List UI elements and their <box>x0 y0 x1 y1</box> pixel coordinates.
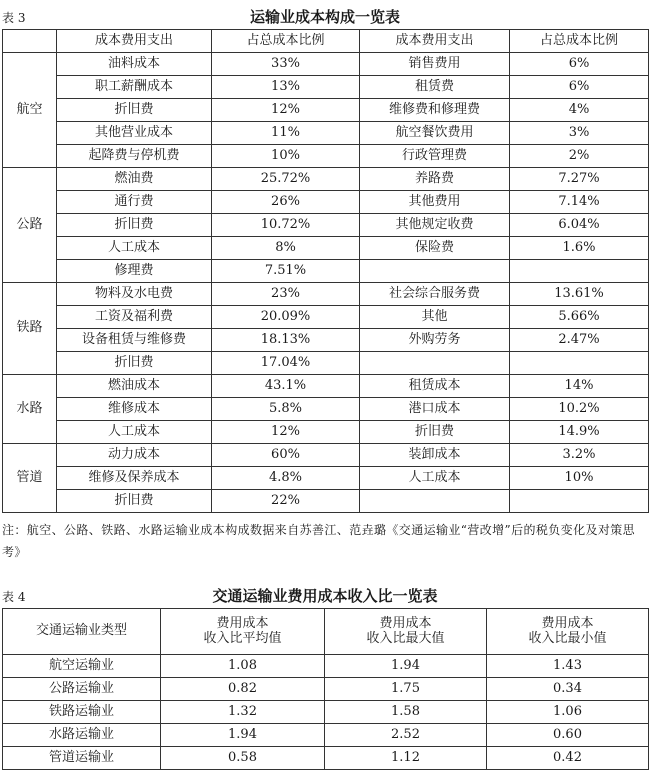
table3-cell: 燃油成本 <box>57 375 212 398</box>
table3-cell: 2.47% <box>510 329 649 352</box>
table3-cell: 26% <box>212 191 360 214</box>
table3-cell: 职工薪酬成本 <box>57 76 212 99</box>
table4-cell: 铁路运输业 <box>3 701 161 724</box>
table3-cell: 11% <box>212 122 360 145</box>
table3-cell: 7.14% <box>510 191 649 214</box>
table4-cell: 1.94 <box>161 724 325 747</box>
table4-cell: 公路运输业 <box>3 678 161 701</box>
table3-cell: 起降费与停机费 <box>57 145 212 168</box>
table3-cell: 折旧费 <box>57 214 212 237</box>
table3-cell: 折旧费 <box>57 99 212 122</box>
table3-cell: 维修及保养成本 <box>57 467 212 490</box>
table4-cell: 0.82 <box>161 678 325 701</box>
table3-cell: 10% <box>510 467 649 490</box>
table3-cell: 港口成本 <box>360 398 510 421</box>
table3-cell: 12% <box>212 99 360 122</box>
table4-row <box>3 655 649 678</box>
table4-cell: 1.75 <box>325 678 487 701</box>
table3-header-cell: 占总成本比例 <box>212 30 360 53</box>
table3-cell: 保险费 <box>360 237 510 260</box>
table3-cell: 1.6% <box>510 237 649 260</box>
table3-row <box>3 260 649 283</box>
table3-cell: 20.09% <box>212 306 360 329</box>
table4-row <box>3 747 649 770</box>
table3-cell: 2% <box>510 145 649 168</box>
table4-cell: 0.60 <box>487 724 649 747</box>
table3-cell: 外购劳务 <box>360 329 510 352</box>
table3-cell: 工资及福利费 <box>57 306 212 329</box>
table3-cell: 10% <box>212 145 360 168</box>
table3-cell: 养路费 <box>360 168 510 191</box>
table3-cell: 3.2% <box>510 444 649 467</box>
table3-row <box>3 237 649 260</box>
table4-title: 交通运输业费用成本收入比一览表 <box>212 587 438 605</box>
table3-cell: 43.1% <box>212 375 360 398</box>
table3-row <box>3 490 649 513</box>
table3-label: 表 3 <box>2 11 26 25</box>
table3-note: 注：航空、公路、铁路、水路运输业成本构成数据来自苏善江、范垚璐《交通运输业“营改增”后的税负变化及对策思考》 <box>2 523 636 559</box>
table3-row <box>3 398 649 421</box>
table3-row <box>3 421 649 444</box>
table3-cell: 租赁费 <box>360 76 510 99</box>
table4-header-cell: 费用成本 收入比平均值 <box>161 609 325 655</box>
table3-cell: 13.61% <box>510 283 649 306</box>
table3-cell: 60% <box>212 444 360 467</box>
table3-cell <box>510 352 649 375</box>
table3-caption <box>0 5 650 27</box>
table3-cell <box>510 490 649 513</box>
table4-header-cell: 费用成本 收入比最大值 <box>325 609 487 655</box>
table3-cell: 10.72% <box>212 214 360 237</box>
table3-cell: 修理费 <box>57 260 212 283</box>
table4-cell: 2.52 <box>325 724 487 747</box>
table4-cell: 1.08 <box>161 655 325 678</box>
table3-row <box>3 467 649 490</box>
table3-header-corner <box>3 30 57 53</box>
table3-cell: 14.9% <box>510 421 649 444</box>
table3-cell: 动力成本 <box>57 444 212 467</box>
table3-cell <box>360 490 510 513</box>
table3-row <box>3 99 649 122</box>
table3-cell: 燃油费 <box>57 168 212 191</box>
table3-header-cell: 成本费用支出 <box>360 30 510 53</box>
table3-cell: 油料成本 <box>57 53 212 76</box>
table4-cell: 1.43 <box>487 655 649 678</box>
table3-row <box>3 214 649 237</box>
category-cell: 管道 <box>3 444 57 513</box>
table3-cell: 17.04% <box>212 352 360 375</box>
table4-cell: 管道运输业 <box>3 747 161 770</box>
table3-row <box>3 168 649 191</box>
table3-cell: 8% <box>212 237 360 260</box>
table3-cell <box>510 260 649 283</box>
table4-row <box>3 678 649 701</box>
table3-header-cell: 成本费用支出 <box>57 30 212 53</box>
table4-cell: 1.94 <box>325 655 487 678</box>
table3-header-cell: 占总成本比例 <box>510 30 649 53</box>
table3-cell: 航空餐饮费用 <box>360 122 510 145</box>
table3-cell: 6% <box>510 76 649 99</box>
table4-cell: 0.34 <box>487 678 649 701</box>
table4-label: 表 4 <box>2 590 26 604</box>
table4-row <box>3 724 649 747</box>
table3-cell: 维修成本 <box>57 398 212 421</box>
table3-cell: 折旧费 <box>57 490 212 513</box>
table3-cell: 23% <box>212 283 360 306</box>
table3-row <box>3 352 649 375</box>
table3-cell: 租赁成本 <box>360 375 510 398</box>
table3-cell: 销售费用 <box>360 53 510 76</box>
table3-row <box>3 329 649 352</box>
table3-row <box>3 191 649 214</box>
table3-cell: 其他规定收费 <box>360 214 510 237</box>
table3-cell: 设备租赁与维修费 <box>57 329 212 352</box>
table4-cell: 1.58 <box>325 701 487 724</box>
table3-row <box>3 306 649 329</box>
table3-cell: 5.66% <box>510 306 649 329</box>
table3-cell: 人工成本 <box>57 237 212 260</box>
table4-cell: 1.32 <box>161 701 325 724</box>
table3-title: 运输业成本构成一览表 <box>249 8 400 26</box>
table3-row <box>3 122 649 145</box>
category-cell: 铁路 <box>3 283 57 375</box>
table3-cell: 13% <box>212 76 360 99</box>
table3-cell: 人工成本 <box>360 467 510 490</box>
table3-cell <box>360 352 510 375</box>
table4-row <box>3 701 649 724</box>
table4-cell: 航空运输业 <box>3 655 161 678</box>
table3-cell: 12% <box>212 421 360 444</box>
table3-row <box>3 145 649 168</box>
category-cell: 航空 <box>3 53 57 168</box>
table3-cell: 5.8% <box>212 398 360 421</box>
table4-cell: 0.58 <box>161 747 325 770</box>
table3-cell: 4.8% <box>212 467 360 490</box>
table3-cell: 装卸成本 <box>360 444 510 467</box>
table3-cell: 22% <box>212 490 360 513</box>
table3-cell: 6% <box>510 53 649 76</box>
table3-cell: 通行费 <box>57 191 212 214</box>
table3-cell: 其他费用 <box>360 191 510 214</box>
table3-cell: 4% <box>510 99 649 122</box>
table4-cell: 0.42 <box>487 747 649 770</box>
table3-row <box>3 375 649 398</box>
table3-cell: 10.2% <box>510 398 649 421</box>
table3-cell: 6.04% <box>510 214 649 237</box>
table3-cell: 人工成本 <box>57 421 212 444</box>
table3-row <box>3 53 649 76</box>
category-cell: 公路 <box>3 168 57 283</box>
table3-cell: 折旧费 <box>57 352 212 375</box>
table3-cell <box>360 260 510 283</box>
table3-cell: 其他 <box>360 306 510 329</box>
table3-cell: 25.72% <box>212 168 360 191</box>
category-cell: 水路 <box>3 375 57 444</box>
table3-cell: 18.13% <box>212 329 360 352</box>
table3-cell: 折旧费 <box>360 421 510 444</box>
table3-cell: 7.51% <box>212 260 360 283</box>
table3-cell: 33% <box>212 53 360 76</box>
table4-cell: 1.06 <box>487 701 649 724</box>
table3-cell: 行政管理费 <box>360 145 510 168</box>
cost-structure-table <box>2 29 649 513</box>
table3-row <box>3 444 649 467</box>
table4-caption <box>0 584 650 606</box>
table3-cell: 其他营业成本 <box>57 122 212 145</box>
table4-cell: 1.12 <box>325 747 487 770</box>
table3-header-row <box>3 30 649 53</box>
table3-row <box>3 283 649 306</box>
table4-header-row <box>3 609 649 655</box>
table3-cell: 14% <box>510 375 649 398</box>
table4-header-cell: 费用成本 收入比最小值 <box>487 609 649 655</box>
table3-cell: 社会综合服务费 <box>360 283 510 306</box>
table3-cell: 维修费和修理费 <box>360 99 510 122</box>
table3-cell: 7.27% <box>510 168 649 191</box>
cost-revenue-ratio-table <box>2 608 649 770</box>
table4-header-cell: 交通运输业类型 <box>3 609 161 655</box>
table3-cell: 物料及水电费 <box>57 283 212 306</box>
table3-cell: 3% <box>510 122 649 145</box>
table4-cell: 水路运输业 <box>3 724 161 747</box>
table3-row <box>3 76 649 99</box>
